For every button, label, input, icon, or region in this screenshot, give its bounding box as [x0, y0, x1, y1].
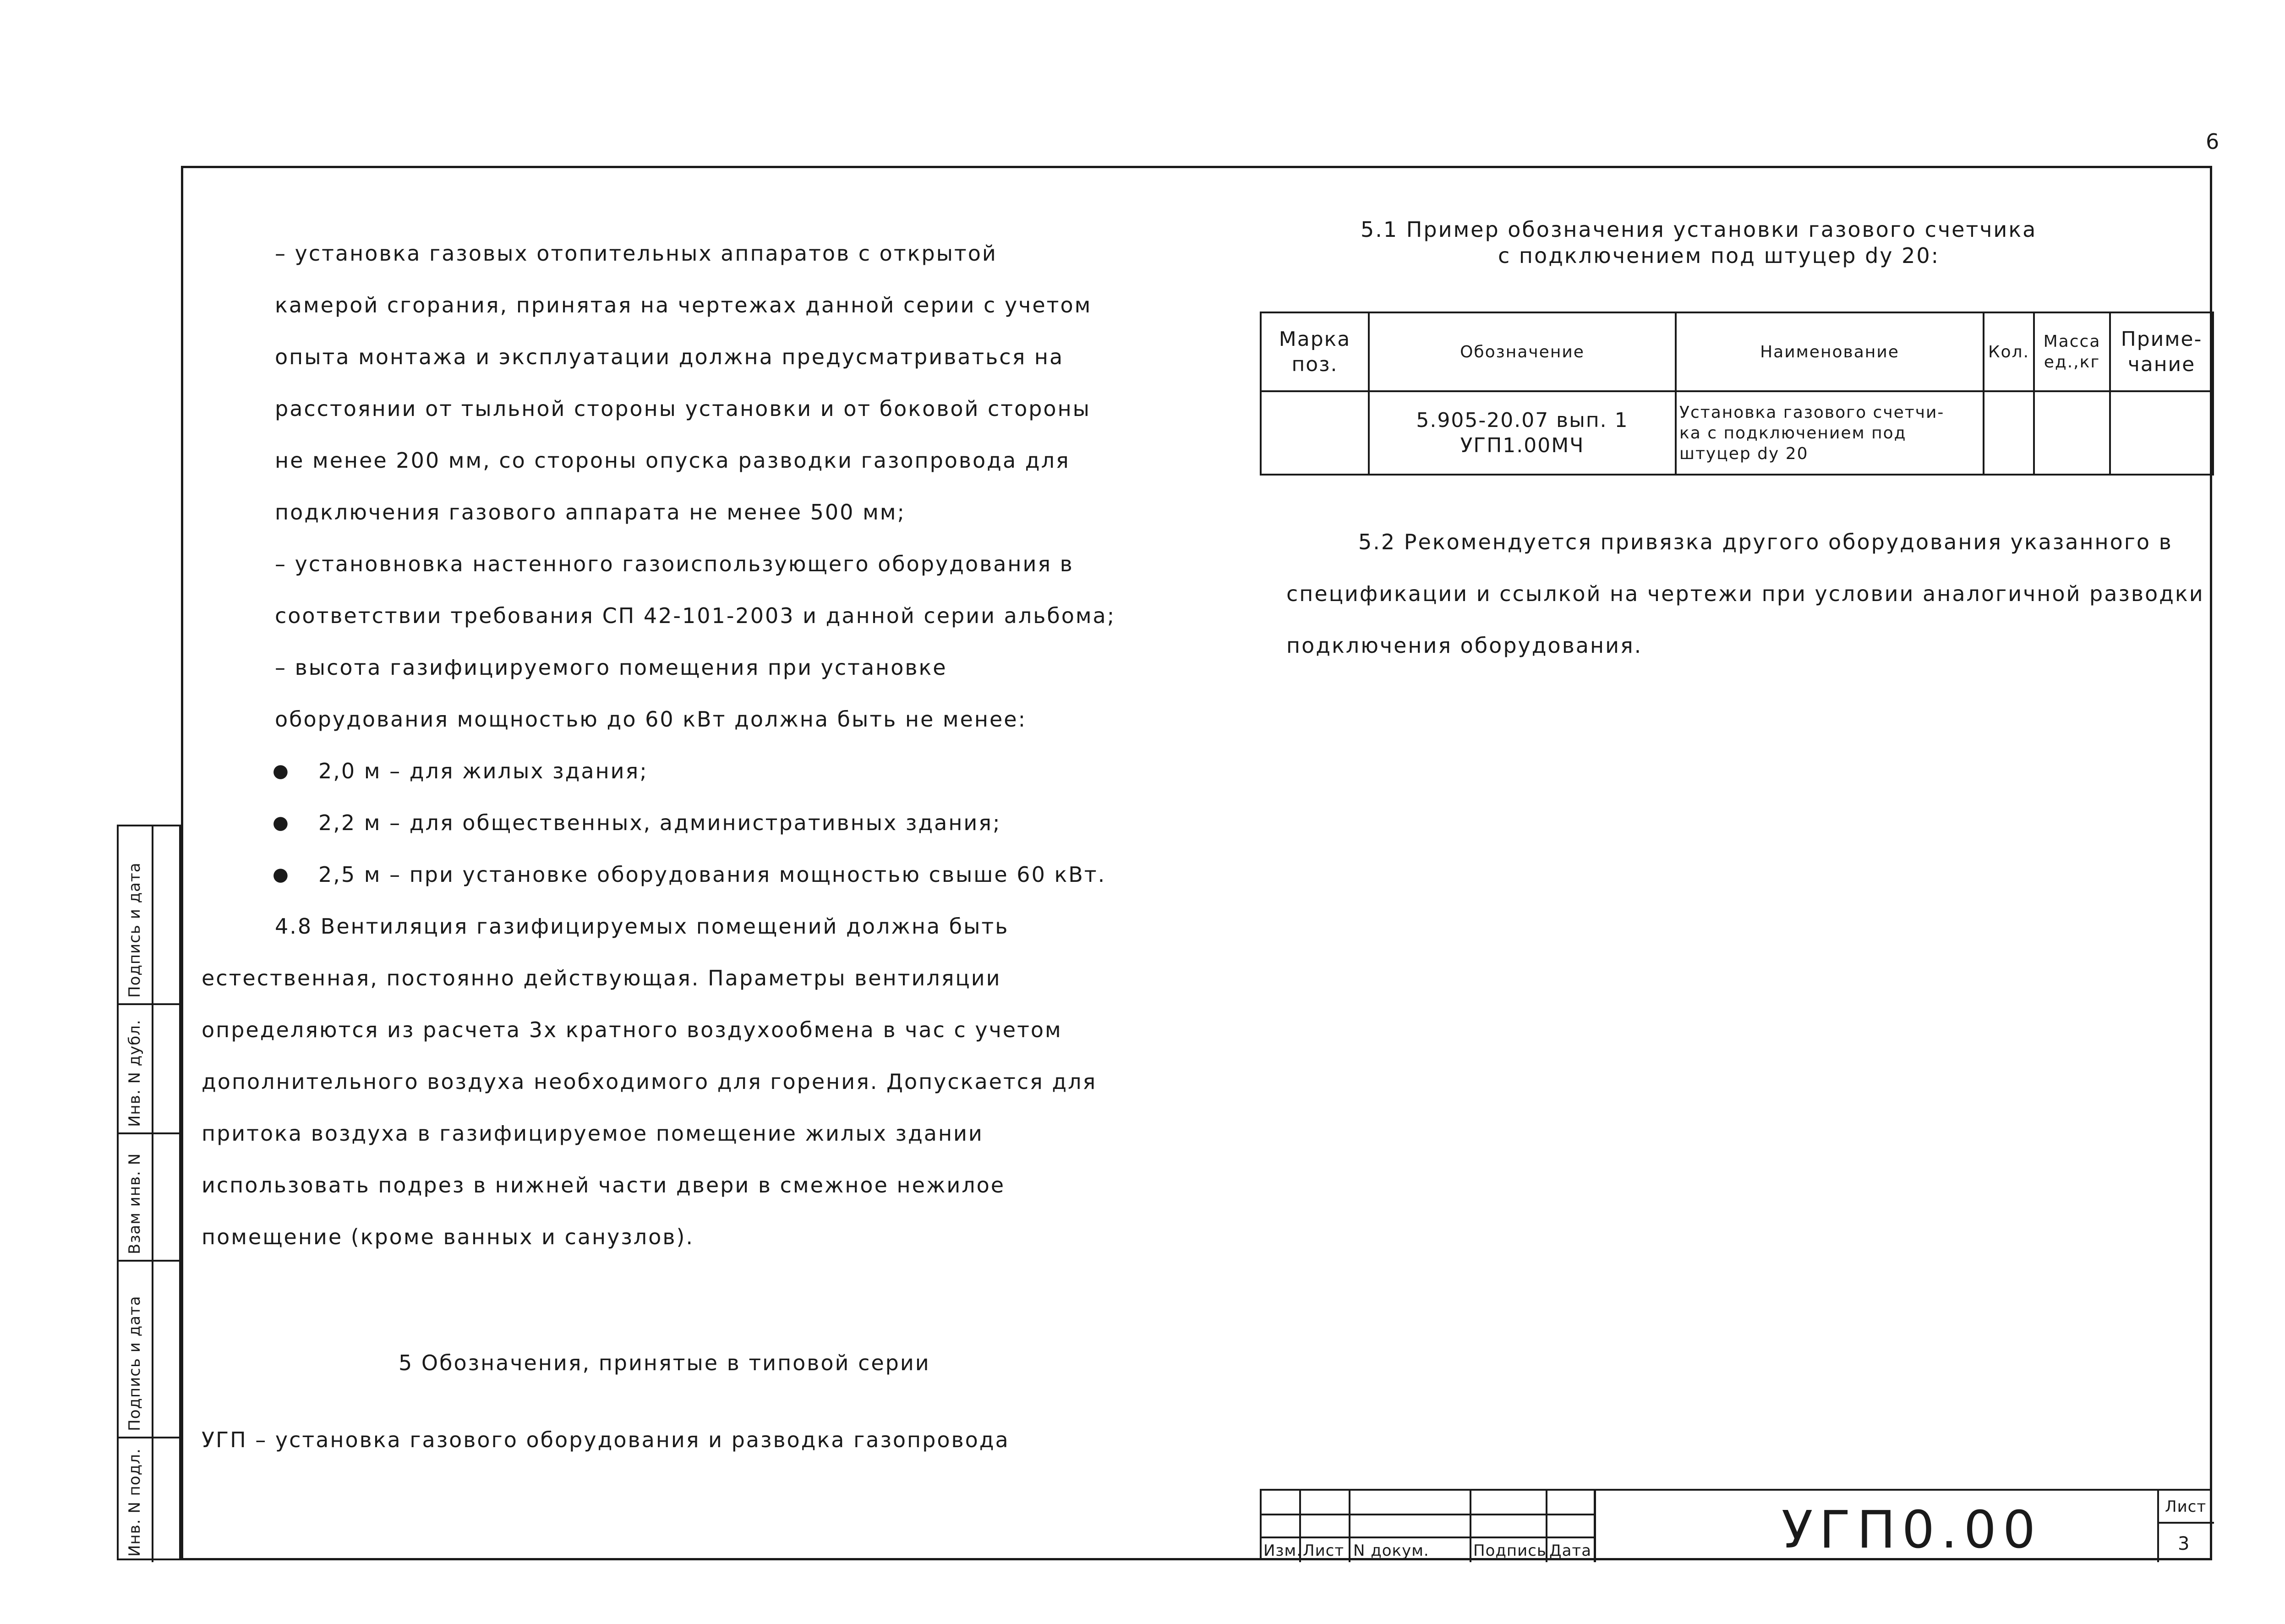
grid-line	[1349, 1491, 1350, 1562]
title-block	[1260, 1489, 2212, 1560]
grid-line	[119, 1260, 183, 1262]
text-line: – установка газовых отопительных аппаратов с открытой	[275, 241, 997, 266]
cell-oboznachenie: 5.905-20.07 вып. 1 УГП1.00МЧ	[1369, 391, 1676, 475]
grid-line	[1262, 1537, 1594, 1538]
bullet-icon: ●	[273, 864, 289, 885]
grid-line	[1470, 1491, 1471, 1562]
col-izm: Изм.	[1263, 1542, 1302, 1560]
specification-table	[1260, 312, 2214, 476]
col-list: Лист	[1303, 1542, 1345, 1560]
paragraph-line: 4.8 Вентиляция газифицируемых помещений должна быть	[275, 914, 1009, 939]
text-line: не менее 200 мм, со стороны опуска разводки газопровода для	[275, 448, 1070, 473]
grid-line	[2157, 1491, 2159, 1562]
text-line: опыта монтажа и эксплуатации должна предусматриваться на	[275, 344, 1064, 369]
cell-primechanie	[2110, 391, 2213, 475]
header-naimenovanie: Наименование	[1676, 312, 1984, 391]
text-line: – высота газифицируемого помещения при установке	[275, 655, 947, 680]
paragraph-line: естественная, постоянно действующая. Параметры вентиляции	[202, 966, 1001, 990]
bullet-icon: ●	[273, 760, 289, 782]
paragraph-line: притока воздуха в газифицируемое помещение жилых здании	[202, 1121, 984, 1146]
text-line: оборудования мощностью до 60 кВт должна быть не менее:	[275, 707, 1027, 732]
bullet-icon: ●	[273, 812, 289, 833]
header-marka: Марка поз.	[1261, 312, 1369, 391]
definition-line: УГП – установка газового оборудования и разводка газопровода	[202, 1427, 1010, 1452]
stamp-inv-podl: Инв. N подл.	[126, 1448, 144, 1557]
stamp-vzam-inv: Взам инв. N	[126, 1153, 144, 1254]
sheet-number: 3	[2178, 1533, 2190, 1554]
text-line: – установновка настенного газоиспользующего оборудования в	[275, 552, 1074, 576]
bullet-item: 2,0 м – для жилых здания;	[318, 759, 648, 783]
text-line: камерой сгорания, принятая на чертежах данной серии с учетом	[275, 293, 1092, 317]
cell-naimenovanie: Установка газового счетчи- ка с подключением под штуцер dy 20	[1676, 391, 1984, 475]
text-line: подключения газового аппарата не менее 500 мм;	[275, 500, 906, 525]
grid-line	[1262, 1514, 1594, 1515]
paragraph-line: 5.2 Рекомендуется привязка другого оборудования указанного в	[1358, 530, 2173, 554]
paragraph-line: помещение (кроме ванных и санузлов).	[202, 1225, 694, 1249]
header-primechanie: Приме- чание	[2110, 312, 2213, 391]
table-row	[1261, 391, 2213, 475]
header-kol: Кол.	[1984, 312, 2034, 391]
grid-line	[152, 826, 153, 1562]
stamp-inv-dubl: Инв. N дубл.	[126, 1019, 144, 1127]
table-caption: с подключением под штуцер dy 20:	[1498, 243, 1940, 268]
header-massa: Масса ед.,кг	[2034, 312, 2110, 391]
paragraph-line: спецификации и ссылкой на чертежи при условии аналогичной разводки	[1286, 581, 2204, 606]
cell-kol	[1984, 391, 2034, 475]
col-ndokum: N докум.	[1353, 1542, 1429, 1560]
bullet-item: 2,2 м – для общественных, административных здания;	[318, 810, 1001, 835]
grid-line	[119, 1132, 183, 1134]
sheet-label: Лист	[2165, 1498, 2207, 1516]
col-podpis: Подпись	[1473, 1542, 1547, 1560]
paragraph-line: определяются из расчета 3х кратного воздухообмена в час с учетом	[202, 1017, 1062, 1042]
text-line: соответствии требования СП 42-101-2003 и данной серии альбома;	[275, 603, 1116, 628]
grid-line	[119, 1437, 183, 1438]
header-oboznachenie: Обозначение	[1369, 312, 1676, 391]
grid-line	[119, 1003, 183, 1005]
table-caption: 5.1 Пример обозначения установки газового счетчика	[1361, 217, 2037, 242]
bullet-item: 2,5 м – при установке оборудования мощностью свыше 60 кВт.	[318, 862, 1106, 887]
page-number: 6	[2206, 129, 2219, 154]
side-stamp	[117, 825, 181, 1560]
table-header-row	[1261, 312, 2213, 391]
section-heading: 5 Обозначения, принятые в типовой серии	[399, 1351, 930, 1375]
text-line: расстоянии от тыльной стороны установки и от боковой стороны	[275, 396, 1091, 421]
paragraph-line: использовать подрез в нижней части двери в смежное нежилое	[202, 1173, 1006, 1197]
stamp-podpis-data: Подпись и дата	[126, 1296, 144, 1431]
paragraph-line: дополнительного воздуха необходимого для горения. Допускается для	[202, 1069, 1097, 1094]
grid-line	[1594, 1491, 1596, 1562]
cell-marka	[1261, 391, 1369, 475]
paragraph-line: подключения оборудования.	[1286, 633, 1643, 658]
stamp-podpis-data-top: Подпись и дата	[126, 862, 144, 998]
document-code: УГП0.00	[1782, 1500, 2042, 1560]
grid-line	[2157, 1522, 2214, 1524]
col-data: Дата	[1549, 1542, 1592, 1560]
cell-massa	[2034, 391, 2110, 475]
